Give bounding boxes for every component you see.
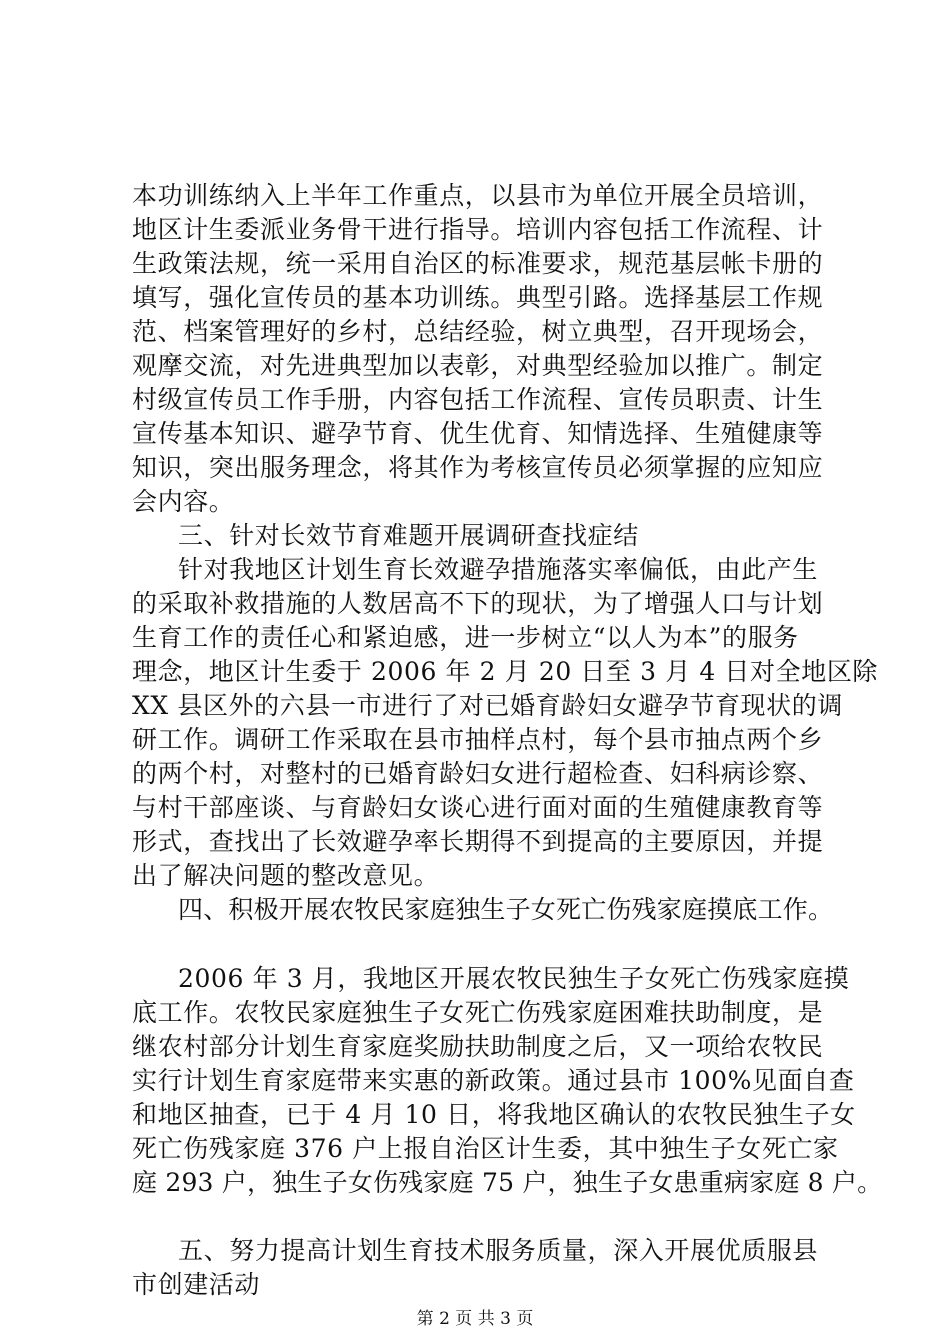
body-line: 针对我地区计划生育长效避孕措施落实率偏低，由此产生	[178, 555, 819, 584]
body-line: 本功训练纳入上半年工作重点，以县市为单位开展全员培训，	[132, 181, 824, 210]
body-line: 庭 293 户，独生子女伤残家庭 75 户，独生子女患重病家庭 8 户。	[132, 1168, 883, 1197]
body-line: 2006 年 3 月，我地区开展农牧民独生子女死亡伤残家庭摸	[178, 964, 850, 993]
body-line: 底工作。农牧民家庭独生子女死亡伤残家庭困难扶助制度，是	[132, 998, 824, 1027]
body-line: 与村干部座谈、与育龄妇女谈心进行面对面的生殖健康教育等	[132, 793, 824, 822]
section-heading: 五、努力提高计划生育技术服务质量，深入开展优质服县	[178, 1236, 819, 1265]
body-line: 生育工作的责任心和紧迫感，进一步树立“以人为本”的服务	[132, 623, 799, 652]
body-line: 实行计划生育家庭带来实惠的新政策。通过县市 100%见面自查	[132, 1066, 855, 1095]
body-line: 知识，突出服务理念，将其作为考核宣传员必须掌握的应知应	[132, 453, 824, 482]
body-line: 的两个村，对整村的已婚育龄妇女进行超检查、妇科病诊察、	[132, 759, 824, 788]
body-line: 形式，查找出了长效避孕率长期得不到提高的主要原因，并提	[132, 827, 824, 856]
body-line: 地区计生委派业务骨干进行指导。培训内容包括工作流程、计	[132, 215, 824, 244]
body-line: 生政策法规，统一采用自治区的标准要求，规范基层帐卡册的	[132, 249, 824, 278]
section-heading-continued: 市创建活动	[132, 1270, 261, 1299]
body-line: 范、档案管理好的乡村，总结经验，树立典型，召开现场会，	[132, 317, 824, 346]
body-line: 会内容。	[132, 487, 235, 516]
body-line: 死亡伤残家庭 376 户上报自治区计生委，其中独生子女死亡家	[132, 1134, 839, 1163]
page-number-footer: 第 2 页 共 3 页	[416, 1309, 534, 1329]
body-line: 研工作。调研工作采取在县市抽样点村，每个县市抽点两个乡	[132, 725, 824, 754]
body-line: XX 县区外的六县一市进行了对已婚育龄妇女避孕节育现状的调	[132, 691, 843, 720]
body-line: 村级宣传员工作手册，内容包括工作流程、宣传员职责、计生	[132, 385, 824, 414]
body-line: 和地区抽查，已于 4 月 10 日，将我地区确认的农牧民独生子女	[132, 1100, 856, 1129]
body-line: 填写，强化宣传员的基本功训练。典型引路。选择基层工作规	[132, 283, 824, 312]
body-line: 观摩交流，对先进典型加以表彰，对典型经验加以推广。制定	[132, 351, 824, 380]
section-heading: 三、针对长效节育难题开展调研查找症结	[178, 521, 639, 550]
body-line: 宣传基本知识、避孕节育、优生优育、知情选择、生殖健康等	[132, 419, 824, 448]
body-line: 理念，地区计生委于 2006 年 2 月 20 日至 3 月 4 日对全地区除	[132, 657, 879, 686]
section-heading: 四、积极开展农牧民家庭独生子女死亡伤残家庭摸底工作。	[178, 895, 834, 924]
body-line: 出了解决问题的整改意见。	[132, 861, 440, 890]
body-line: 继农村部分计划生育家庭奖励扶助制度之后，又一项给农牧民	[132, 1032, 824, 1061]
body-line: 的采取补救措施的人数居高不下的现状，为了增强人口与计划	[132, 589, 824, 618]
